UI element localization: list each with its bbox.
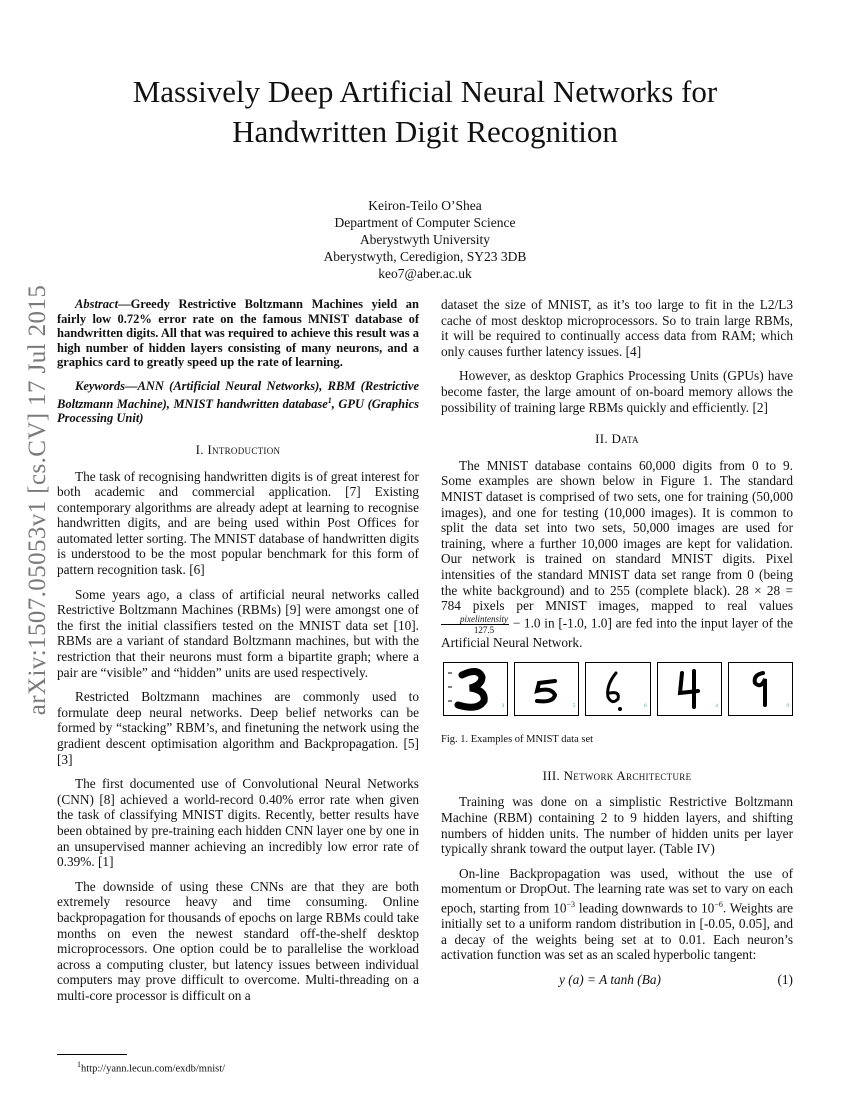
right-paragraph-continued: dataset the size of MNIST, as it’s too large to fit in the L2/L3 cache of most desktop microprocessors. So to train large RBMs, it will be required to continually access data from RAM; which only causes further latency issues. [4] — [441, 297, 793, 359]
keywords-label: Keywords — [75, 378, 125, 393]
author-email[interactable]: keo7@aber.ac.uk — [378, 266, 472, 281]
equation-1 — [441, 972, 793, 992]
footnote-ref[interactable]: 1 — [327, 395, 332, 405]
mnist-figure — [443, 662, 793, 716]
right-column — [441, 297, 793, 992]
digit-label-3: 3 — [501, 703, 505, 709]
digit-label-4: 4 — [715, 703, 718, 709]
digit-image-5 — [514, 662, 579, 716]
arch-paragraph-2 — [441, 866, 793, 963]
abstract — [57, 297, 419, 370]
data-paragraph — [441, 458, 793, 651]
digit-label-9: 9 — [786, 703, 790, 709]
intro-paragraph-1: The task of recognising handwritten digits is of great interest for both academic and commercial application. [7] Existing contemporary algorithms are already adept at learning to recognise handwritten digits, and are being used within Post Offices for automated letter sorting. The MNIST database of handwritten digits is understood to be the most popular benchmark for this form of pattern recognition task. [6] — [57, 468, 419, 578]
equation-number: (1) — [777, 971, 793, 987]
intro-paragraph-3: Restricted Boltzmann machines are commonly used to formulate deep neural networks. Deep belief networks can be formed by “stacking” RBM’s, and finetuning the network using the gradient descent optimisation algorithm and Backpropagation. [5] [3] — [57, 689, 419, 767]
data-text-2: 28 × 28 = 784 pixels per MNIST images, mapped to real values — [441, 582, 793, 614]
keywords-text-b: , GPU (Graphics Processing Unit) — [57, 396, 419, 426]
figure-caption: Fig. 1. Examples of MNIST data set — [441, 734, 594, 746]
section-1-heading: I. Introduction — [195, 441, 281, 457]
fraction-denominator: 127.5 — [473, 624, 495, 635]
digit-label-6: 6 — [644, 703, 647, 709]
arch-paragraph-1: Training was done on a simplistic Restrictive Boltzmann Machine (RBM) containing 2 to 9 hidden layers, and shifting numbers of hidden units. The number of hidden units per layer typically shrank toward the output layer. (Table IV) — [441, 794, 793, 857]
right-paragraph-gpu: However, as desktop Graphics Processing Units (GPUs) have become faster, the large amount of on-board memory allows the possibility of training large RBMs quickly and efficiently. [2] — [441, 368, 793, 415]
abstract-text: —Greedy Restrictive Boltzmann Machines yield an fairly low 0.72% error rate on the famous MNIST database of handwritten digits. All that was required to achieve this result was a high number of hidden layers consisting of many neurons, and a graphics card to greatly speed up the rate of learning. — [57, 297, 419, 370]
author-block — [0, 197, 850, 282]
data-text-1: The MNIST database contains 60,000 digits from 0 to 9. Some examples are shown below in Figure 1. The standard MNIST dataset is comprised of two sets, one for training (50,000 images), and one for testing (10,000 images). It is common to split the data set into two sets, 50,000 images are used for training, where a further 10,000 images are kept for validation. Our network is trained on standard MNIST digits. Pixel intensities of the standard MNIST data set range from 0 (being the white background) and to 255 (complete black). — [441, 457, 793, 598]
intro-paragraph-5: The downside of using these CNNs are that they are both extremely resource heavy and time consuming. Online backpropagation for thousands of epochs on large RBMs could take months on even the newest standard off-the-shelf desktop microprocessors. One option could be to parallelise the workload across a computing cluster, but latency issues between individual computers may prove difficult to overcome. Multi-threading on a multi-core processor is difficult on a — [57, 878, 419, 1003]
affiliation-address: Aberystwyth, Ceredigion, SY23 3DB — [323, 249, 527, 264]
exp-2: −6 — [714, 900, 723, 910]
digit-label-5: 5 — [572, 703, 576, 709]
footnote-link[interactable]: http://yann.lecun.com/exdb/mnist/ — [81, 1063, 226, 1075]
paper-title — [0, 72, 850, 152]
left-column — [57, 297, 419, 1013]
data-text-3: − 1.0 in [-1.0, 1.0] are fed into the input layer of the Artificial Neural Network. — [441, 615, 793, 650]
title-line-1: Massively Deep Artificial Neural Networks for — [132, 74, 718, 109]
fraction-numerator: pixelintensity — [441, 614, 509, 625]
keywords — [57, 379, 419, 426]
keywords-text-a: —ANN (Artificial Neural Networks), RBM (Restrictive Boltzmann Machine), MNIST handwritten database — [57, 378, 419, 411]
arch-text-c: . Weights are initially set to a uniform random distribution in [-0.05, 0.05], and a decay of the weights being set at to 0.01. Each neuron’s activation function was set as an scaled hyperbolic tangent: — [441, 900, 793, 963]
digit-image-4 — [657, 662, 722, 716]
affiliation-dept: Department of Computer Science — [334, 215, 516, 230]
section-3-heading: III. Network Architecture — [542, 767, 692, 783]
arxiv-id: arXiv:1507.05053v1 [cs.CV] 17 Jul 2015 — [24, 284, 51, 716]
pixel-fraction — [441, 614, 509, 635]
digit-image-6 — [585, 662, 650, 716]
affiliation-univ: Aberystwyth University — [359, 232, 491, 247]
intro-paragraph-4: The first documented use of Convolutional Neural Networks (CNN) [8] achieved a world-record 0.40% error rate when given the task of classifying MNIST digits. Recently, better results have been obtained by pre-training each hidden CNN layer one by one in an unsupervised manner achieving an incredibly low error rate of 0.39%. [1] — [57, 776, 419, 870]
footnote — [77, 1060, 225, 1075]
author-name: Keiron-Teilo O’Shea — [368, 198, 482, 213]
exp-1: −3 — [566, 900, 576, 910]
arch-text-a: On-line Backpropagation was used, without the use of momentum or DropOut. The learning rate was set to vary on each epoch, starting from 10 — [441, 865, 793, 916]
arxiv-sidebar — [18, 284, 58, 716]
footnote-rule — [57, 1054, 127, 1055]
abstract-label: Abstract — [75, 297, 119, 311]
digit-image-9 — [728, 662, 793, 716]
title-line-2: Handwritten Digit Recognition — [232, 114, 618, 149]
intro-paragraph-2: Some years ago, a class of artificial neural networks called Restrictive Boltzmann Machines (RBMs) [9] were amongst one of the first the initial classifiers tested on the MNIST data set [10]. RBMs are a variant of standard Boltzmann machines, but with the restriction that their neurons must form a bipartite graph; where a pair are “visible” and “hidden” units are used respectively. — [57, 586, 419, 680]
footnote-mark: 1 — [77, 1060, 81, 1069]
equation-text: y (a) = A tanh (Ba) — [559, 971, 661, 987]
digit-image-3 — [443, 662, 508, 716]
arch-text-b: leading downwards to 10 — [575, 900, 715, 916]
section-2-heading: II. Data — [595, 431, 639, 447]
